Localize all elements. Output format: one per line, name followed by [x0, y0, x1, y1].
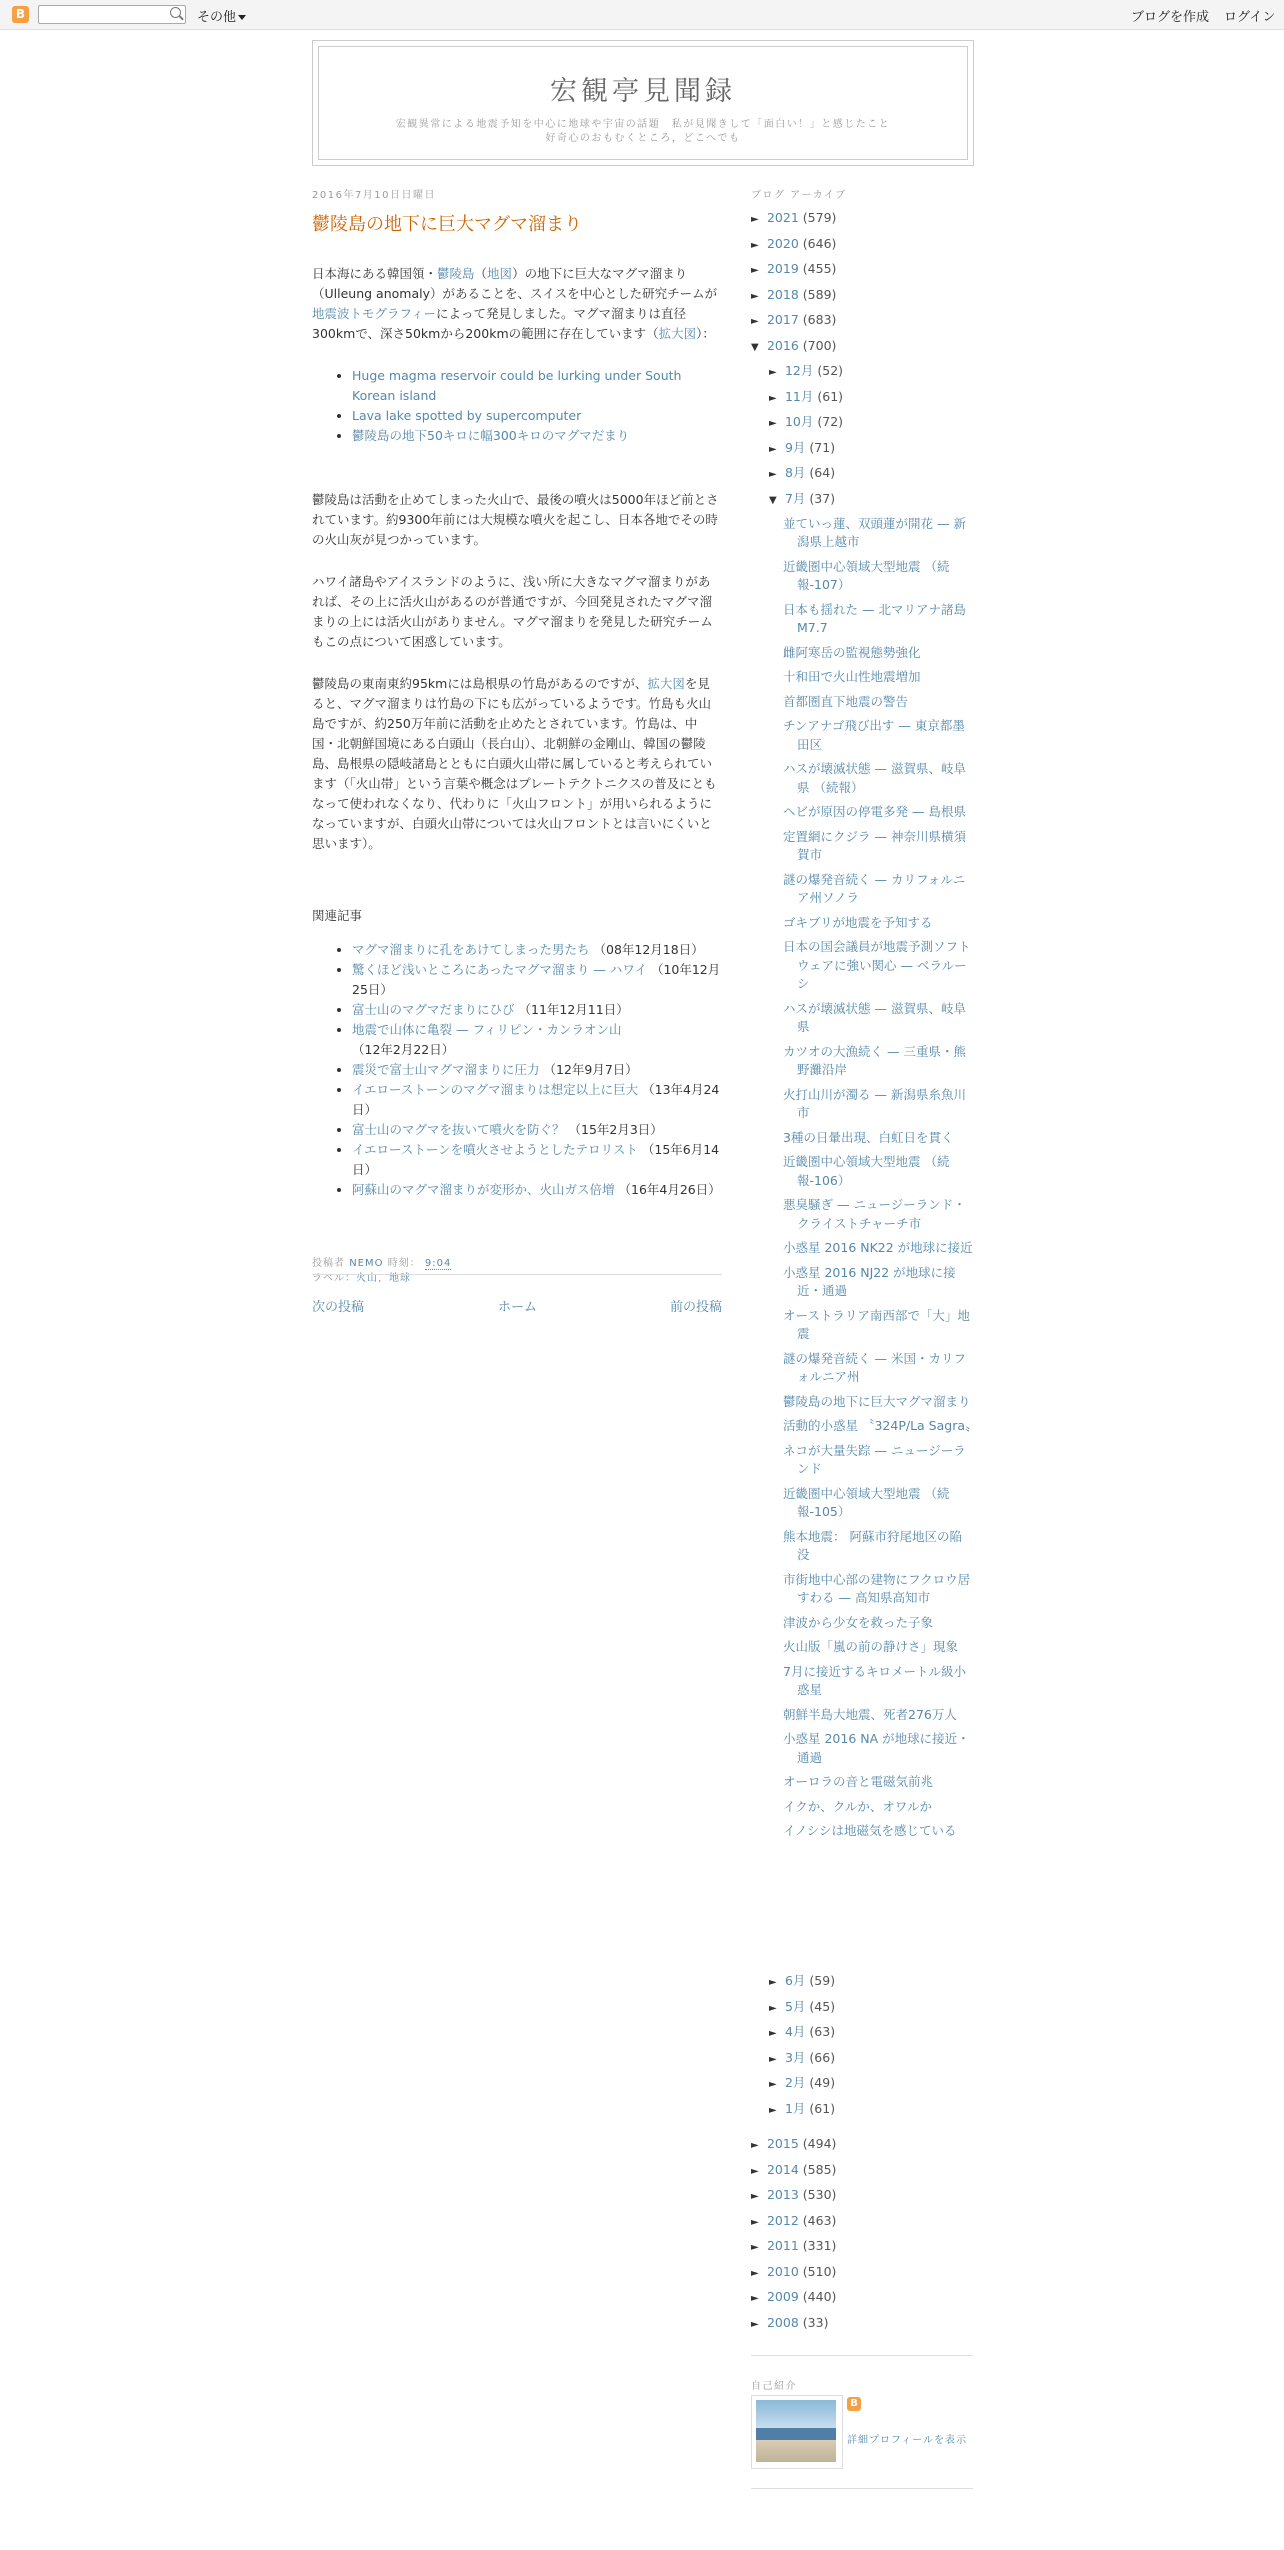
time-label: 時刻： — [387, 1258, 421, 1269]
archive-post-link[interactable]: 首都圏直下地震の警告 — [783, 693, 909, 709]
archive-post-link[interactable]: 火山版「嵐の前の静けさ」現象 — [783, 1639, 959, 1654]
archive-year-link[interactable]: 2018 — [766, 286, 799, 302]
post-body — [312, 264, 722, 1200]
archive-post-link[interactable]: 熊本地震： 阿蘇市狩尾地区の陥没 — [783, 1528, 962, 1562]
ulleungdo-link[interactable]: 鬱陵島 — [437, 266, 475, 281]
profile-title: 自己紹介 — [751, 2381, 797, 2392]
archive-post-list — [783, 515, 978, 1847]
post-count: (66) — [809, 2049, 836, 2065]
archive-post-link[interactable]: 近畿圏中心領域大型地震 （続報-106） — [783, 1154, 950, 1188]
related-article-link[interactable]: 地震で山体に亀裂 — フィリピン・カンラオン山 — [352, 1022, 622, 1037]
post-paragraph — [312, 674, 722, 854]
sidebar-archive — [751, 186, 978, 2330]
post-count: (440) — [802, 2289, 837, 2304]
post-count: (463) — [802, 2212, 837, 2228]
related-article-date: （08年12月18日） — [593, 942, 704, 957]
post-paragraph: 鬱陵島は活動を止めてしまった火山で、最後の噴火は5000年ほど前とされています。約9300年前には大規模な噴火を起こし、日本各地でその時の火山灰が見つかっています。 — [312, 492, 719, 547]
toggle-arrow-icon[interactable]: ► — [751, 2267, 759, 2279]
related-article-link[interactable]: イエローストーンのマグマ溜まりは想定以上に巨大 — [352, 1082, 639, 1097]
post-count: (646) — [802, 235, 837, 251]
toggle-arrow-icon[interactable]: ► — [751, 214, 759, 225]
blog-description — [319, 118, 967, 146]
toggle-arrow-icon[interactable]: ► — [751, 2216, 759, 2228]
profile-photo[interactable] — [751, 2395, 843, 2469]
reference-link[interactable]: 鬱陵島の地下50キロに幅300キロのマグマだまり — [352, 428, 630, 443]
archive-year — [751, 2134, 836, 2154]
related-article-date: （11年12月11日） — [518, 1002, 629, 1017]
post-count: (61) — [809, 2100, 836, 2116]
toggle-arrow-icon[interactable]: ▼ — [769, 494, 777, 506]
post-count: (331) — [802, 2238, 837, 2253]
archive-post-link[interactable]: 鬱陵島の地下に巨大マグマ溜まり — [783, 1393, 971, 1409]
older-post-link[interactable]: 前の投稿 — [670, 1300, 723, 1315]
list-item — [352, 366, 722, 406]
post-count: (72) — [817, 414, 844, 429]
archive-month — [769, 463, 835, 483]
archive-month — [769, 387, 843, 407]
post-count: (45) — [809, 1998, 836, 2014]
toggle-arrow-icon[interactable]: ► — [769, 2079, 777, 2090]
text: 鬱陵島の東南東約95kmには島根県の竹島があるのですが、 — [312, 676, 648, 691]
archive-month — [769, 361, 843, 381]
labels-label: ラベル： — [312, 1273, 356, 1284]
archive-year-link[interactable]: 2016 — [766, 337, 799, 353]
toggle-arrow-icon[interactable]: ► — [751, 239, 759, 251]
related-articles-title: 関連記事 — [312, 908, 363, 923]
related-article-link[interactable]: イエローストーンを噴火させようとしたテロリスト — [352, 1142, 638, 1157]
label-link[interactable]: 火山 — [356, 1273, 378, 1284]
archive-year — [751, 310, 836, 330]
toggle-arrow-icon[interactable]: ► — [769, 367, 777, 378]
related-article-item — [352, 1080, 722, 1120]
toggle-arrow-icon[interactable]: ► — [751, 2242, 759, 2253]
text: ）の地下に巨大なマグマ溜まり（Ulleung anomaly）があることを、スイスを中心とした研究チームが — [312, 266, 718, 301]
related-article-link[interactable]: マグマ溜まりに孔をあけてしまった男たち — [352, 942, 590, 957]
list-item — [352, 426, 722, 446]
archive-month — [769, 489, 835, 509]
archive-post-link[interactable]: 日本の国会議員が地震予測ソフトウェアに強い関心 — ベラルーシ — [783, 939, 971, 991]
archive-post-link[interactable]: イノシシは地磁気を感じている — [783, 1823, 957, 1838]
archive-post-link[interactable]: 近畿圏中心領域大型地震 （続報-105） — [783, 1485, 950, 1519]
enlarged-figure-link[interactable]: 拡大図 — [647, 676, 685, 691]
archive-year-link[interactable]: 2008 — [766, 2314, 799, 2330]
blog-description-line: 宏観異常による地震予知を中心に地球や宇宙の話題 私が見聞きして「面白い！」と感じたこと — [395, 119, 891, 130]
post-count: (52) — [817, 363, 844, 378]
post-count: (61) — [817, 388, 844, 404]
toggle-arrow-icon[interactable]: ► — [751, 2165, 759, 2177]
blog-header — [312, 40, 974, 166]
text: （ — [474, 266, 488, 281]
archive-month — [769, 2022, 835, 2042]
archive-year — [751, 2313, 828, 2333]
related-article-date: （15年6月14日） — [352, 1142, 720, 1177]
text: 日本海にある韓国領・ — [312, 266, 438, 281]
archive-month-link[interactable]: 4月 — [784, 2024, 806, 2039]
archive-year-link[interactable]: 2010 — [766, 2263, 799, 2279]
archive-month — [769, 412, 843, 432]
post-paragraph: ハワイ諸島やアイスランドのように、浅い所に大きなマグマ溜まりがあれば、その上に活火山があるのが普通ですが、今回発見されたマグマ溜まりの上には活火山がありません。マグマ溜まりを発見した研究チームもこの点について困惑しています。 — [312, 574, 713, 649]
post-count: (585) — [802, 2161, 837, 2177]
archive-month-link[interactable]: 9月 — [784, 439, 806, 455]
archive-month-link[interactable]: 12月 — [784, 363, 814, 378]
toggle-arrow-icon[interactable]: ► — [751, 2191, 759, 2202]
divider — [751, 2488, 973, 2489]
archive-post-link[interactable]: 小惑星 2016 NA が地球に接近・通過 — [783, 1731, 970, 1765]
related-article-link[interactable]: 富士山のマグマだまりにひび — [352, 1002, 515, 1017]
divider — [312, 1274, 722, 1275]
post-title: 鬱陵島の地下に巨大マグマ溜まり — [312, 214, 582, 235]
archive-year — [751, 234, 836, 254]
toggle-arrow-icon[interactable]: ► — [769, 1977, 777, 1988]
related-article-item — [352, 1140, 722, 1180]
archive-post-link[interactable]: 朝鮮半島大地震、死者276万人 — [783, 1706, 957, 1722]
post-count: (683) — [802, 312, 837, 327]
text: によって発見しました。マグマ溜まりは直径300kmで、深さ50kmから200kmの範囲に存在しています（ — [312, 306, 687, 341]
archive-post-link[interactable]: オーロラの音と電磁気前兆 — [783, 1774, 934, 1789]
create-blog-link[interactable]: ブログを作成 — [1131, 10, 1210, 25]
post-count: (64) — [809, 465, 836, 480]
related-article-date: （12年9月7日） — [543, 1062, 638, 1077]
post-count: (455) — [802, 261, 837, 276]
login-link[interactable]: ログイン — [1224, 10, 1276, 25]
archive-post-link[interactable]: 火打山川が濁る — 新潟県糸魚川市 — [783, 1086, 966, 1120]
reference-link[interactable]: Lava lake spotted by supercomputer — [352, 408, 582, 423]
related-article-item — [352, 1020, 722, 1060]
archive-year-link[interactable]: 2013 — [766, 2187, 799, 2202]
reference-link[interactable]: Huge magma reservoir could be lurking under South Korean island — [352, 368, 682, 403]
archive-month-link[interactable]: 2月 — [784, 2075, 806, 2090]
view-full-profile-link[interactable]: 詳細プロフィールを表示 — [847, 2435, 967, 2446]
enlarged-figure-link[interactable]: 拡大図 — [658, 326, 697, 341]
post-date: 2016年7月10日日曜日 — [312, 190, 437, 201]
related-article-link[interactable]: 富士山のマグマを抜いて噴火を防ぐ？ — [352, 1122, 565, 1137]
newer-post-link[interactable]: 次の投稿 — [312, 1300, 365, 1315]
post-count: (59) — [809, 1973, 836, 1988]
related-article-link[interactable]: 驚くほど浅いところにあったマグマ溜まり — ハワイ — [352, 962, 647, 977]
blog-title[interactable]: 宏観亭見聞録 — [550, 76, 736, 107]
related-article-date: （13年4月24日） — [352, 1082, 720, 1117]
archive-post-link[interactable]: ゴキブリが地震を予知する — [783, 914, 933, 930]
archive-post-link[interactable]: 活動的小惑星 〝324P/La Sagra〟 — [783, 1418, 978, 1433]
archive-post-link[interactable]: カツオの大漁続く — 三重県・熊野灘沿岸 — [783, 1043, 966, 1077]
archive-post-link[interactable]: 市街地中心部の建物にフクロウ居すわる — 高知県高知市 — [783, 1571, 971, 1605]
post-count: (71) — [809, 439, 836, 455]
archive-month — [769, 1997, 835, 2017]
toggle-arrow-icon[interactable]: ► — [751, 316, 759, 327]
toggle-arrow-icon[interactable]: ► — [769, 2104, 777, 2116]
toggle-arrow-icon[interactable]: ► — [751, 2293, 759, 2304]
archive-post-link[interactable]: ハスが壊滅状態 — 滋賀県、岐阜県 （続報） — [783, 761, 966, 795]
related-article-date: （12年2月22日） — [352, 1042, 455, 1057]
list-item — [352, 406, 722, 426]
related-article-date: （10年12月25日） — [352, 962, 721, 997]
blogger-navbar — [0, 0, 1284, 30]
archive-post-link[interactable]: 小惑星 2016 NK22 が地球に接近 — [783, 1240, 973, 1255]
toggle-arrow-icon[interactable]: ► — [769, 469, 777, 480]
archive-year — [751, 259, 836, 279]
archive-year — [751, 2160, 836, 2180]
archive-year — [751, 336, 836, 356]
toggle-arrow-icon[interactable]: ► — [751, 265, 759, 276]
related-article-date: （16年4月26日） — [618, 1182, 721, 1197]
archive-month-link[interactable]: 8月 — [784, 465, 806, 480]
related-article-item — [352, 1180, 722, 1200]
archive-month-link[interactable]: 5月 — [784, 1998, 806, 2014]
more-menu-button[interactable] — [197, 6, 246, 25]
post-count: (700) — [802, 337, 837, 353]
archive-year — [751, 2185, 836, 2205]
archive-post-link[interactable]: ネコが大量失踪 — ニュージーランド — [783, 1442, 966, 1476]
archive-post-link[interactable]: 十和田で火山性地震増加 — [783, 669, 921, 684]
archive-year — [751, 2287, 836, 2307]
blogger-logo-icon[interactable]: B — [12, 6, 29, 23]
archive-year — [751, 2262, 836, 2282]
post-count: (49) — [809, 2075, 836, 2090]
archive-year-link[interactable]: 2020 — [766, 235, 799, 251]
posted-by-label: 投稿者 — [312, 1258, 345, 1269]
post-count: (530) — [802, 2187, 837, 2202]
archive-month-link[interactable]: 11月 — [784, 388, 814, 404]
post-count: (589) — [802, 286, 837, 302]
archive-year — [751, 2236, 836, 2256]
toggle-arrow-icon[interactable]: ▼ — [751, 341, 759, 353]
archive-post-link[interactable]: 津波から少女を救った子象 — [783, 1614, 934, 1630]
text: ）： — [696, 326, 715, 341]
archive-post-link[interactable]: 雌阿寒岳の監視態勢強化 — [783, 644, 921, 660]
toggle-arrow-icon[interactable]: ► — [751, 2140, 759, 2151]
seismic-tomography-link[interactable]: 地震波トモグラフィー — [312, 306, 437, 321]
archive-month — [769, 438, 835, 458]
archive-post-link[interactable]: 3種の日暈出現、白虹日を貫く — [783, 1129, 954, 1145]
archive-year-link[interactable]: 2012 — [766, 2212, 799, 2228]
blog-description-line: 好奇心のおもむくところ，どこへでも — [545, 133, 741, 144]
related-article-item — [352, 1120, 722, 1140]
related-article-link[interactable]: 震災で富士山マグマ溜まりに圧力 — [352, 1062, 540, 1077]
archive-year-link[interactable]: 2017 — [766, 312, 799, 327]
archive-post-link[interactable]: イクか、クルか、オワルか — [783, 1798, 933, 1814]
archive-year — [751, 2211, 836, 2231]
search-icon[interactable] — [170, 7, 181, 18]
blogger-profile-icon[interactable]: B — [847, 2397, 861, 2411]
archive-post-link[interactable]: 定置網にクジラ — 神奈川県横須賀市 — [783, 828, 966, 862]
toggle-arrow-icon[interactable]: ► — [769, 443, 777, 455]
archive-post-link[interactable]: ハスが壊滅状態 — 滋賀県、岐阜県 — [783, 1000, 966, 1034]
toggle-arrow-icon[interactable]: ► — [769, 418, 777, 429]
archive-post-link[interactable]: チンアナゴ飛び出す — 東京都墨田区 — [783, 718, 965, 752]
main-column — [312, 186, 722, 1286]
post-count: (63) — [809, 2024, 836, 2039]
archive-month-link[interactable]: 6月 — [784, 1973, 806, 1988]
post-count: (579) — [802, 210, 837, 225]
toggle-arrow-icon[interactable]: ► — [751, 2318, 759, 2330]
post-footer — [312, 1256, 722, 1286]
archive-year-link[interactable]: 2014 — [766, 2161, 799, 2177]
archive-month-link[interactable]: 7月 — [784, 490, 806, 506]
archive-year-link[interactable]: 2009 — [766, 2289, 799, 2304]
divider — [751, 2355, 973, 2356]
archive-title: ブログ アーカイブ — [751, 190, 847, 201]
post-author-line — [312, 1256, 722, 1271]
archive-month-link[interactable]: 3月 — [784, 2049, 806, 2065]
archive-year-link[interactable]: 2011 — [766, 2238, 799, 2253]
archive-post-link[interactable]: 謎の爆発音続く — 米国・カリフォルニア州 — [783, 1350, 966, 1384]
archive-post-link[interactable]: 日本も揺れた — 北マリアナ諸島 M7.7 — [783, 601, 966, 635]
blog-header-inner — [318, 46, 968, 160]
related-article-item — [352, 960, 722, 1000]
post-count: (37) — [809, 490, 836, 506]
toggle-arrow-icon[interactable]: ► — [751, 290, 759, 302]
label-link[interactable]: 地球 — [389, 1273, 411, 1284]
archive-post-link[interactable]: 並ていっ蓮、双頭蓮が開花 — 新潟県上越市 — [783, 515, 966, 549]
related-article-item — [352, 1060, 722, 1080]
home-link[interactable]: ホーム — [498, 1300, 538, 1315]
archive-year — [751, 208, 836, 228]
related-article-date: （15年2月3日） — [568, 1122, 663, 1137]
archive-month-link[interactable]: 10月 — [784, 414, 814, 429]
archive-month — [769, 2073, 835, 2093]
archive-post-link[interactable]: ヘビが原因の停電多発 — 島根県 — [783, 804, 966, 819]
post-count: (494) — [802, 2136, 837, 2151]
author-link[interactable]: NEMO — [349, 1258, 384, 1269]
archive-post-link[interactable]: 小惑星 2016 NJ22 が地球に接近・通過 — [783, 1264, 956, 1298]
toggle-arrow-icon[interactable]: ► — [769, 2028, 777, 2039]
toggle-arrow-icon[interactable]: ► — [769, 2053, 777, 2065]
archive-year-link[interactable]: 2019 — [766, 261, 799, 276]
toggle-arrow-icon[interactable]: ► — [769, 392, 777, 404]
search-input[interactable] — [38, 5, 186, 24]
related-article-item — [352, 940, 722, 960]
reference-list — [312, 366, 722, 446]
caret-down-icon — [238, 15, 246, 20]
archive-post-link[interactable]: 悪臭騒ぎ — ニュージーランド・クライストチャーチ市 — [783, 1197, 966, 1231]
post-count: (510) — [802, 2263, 837, 2279]
toggle-arrow-icon[interactable]: ► — [769, 2002, 777, 2014]
archive-month — [769, 1971, 835, 1991]
archive-year — [751, 285, 836, 305]
post-time-link[interactable]: 9:04 — [424, 1258, 452, 1269]
archive-year-link[interactable]: 2015 — [766, 2136, 799, 2151]
archive-month — [769, 2099, 835, 2119]
archive-post-link[interactable]: 近畿圏中心領域大型地震 （続報-107） — [783, 558, 950, 592]
related-article-item — [352, 1000, 722, 1020]
related-articles-list — [312, 940, 722, 1200]
post-count: (33) — [802, 2314, 829, 2330]
archive-month — [769, 2048, 835, 2068]
text: を見ると、マグマ溜まりは竹島の下にも広がっているようです。竹島も火山島ですが、約250万年前に活動を止めたとされています。竹島は、中国・北朝鮮国境にある白頭山（長白山）、北朝鮮の金剛山、韓国の鬱陵島、島根県の隠岐諸島とともに白頭火山帯に属していると考えられています（「火山帯」という言葉や概念はプレートテクトニクスの普及にともなって使われなくなり、代わりに「火山フロント」が用いられるようになっていますが、白頭火山帯については火山フロントとは言いにくいと思います）。 — [312, 676, 717, 851]
archive-post-link[interactable]: オーストラリア南西部で「大」地震 — [783, 1307, 970, 1341]
map-link[interactable]: 地図 — [487, 266, 513, 281]
more-label: その他 — [197, 10, 237, 25]
archive-year-link[interactable]: 2021 — [766, 210, 799, 225]
post-paragraph — [312, 264, 722, 344]
label-separator: ， — [378, 1273, 389, 1284]
archive-month-link[interactable]: 1月 — [784, 2100, 806, 2116]
related-article-link[interactable]: 阿蘇山のマグマ溜まりが変形か、火山ガス倍増 — [352, 1182, 615, 1197]
archive-post-link[interactable]: 謎の爆発音続く — カリフォルニア州ソノラ — [783, 871, 966, 905]
archive-post-link[interactable]: 7月に接近するキロメートル級小惑星 — [783, 1663, 966, 1697]
